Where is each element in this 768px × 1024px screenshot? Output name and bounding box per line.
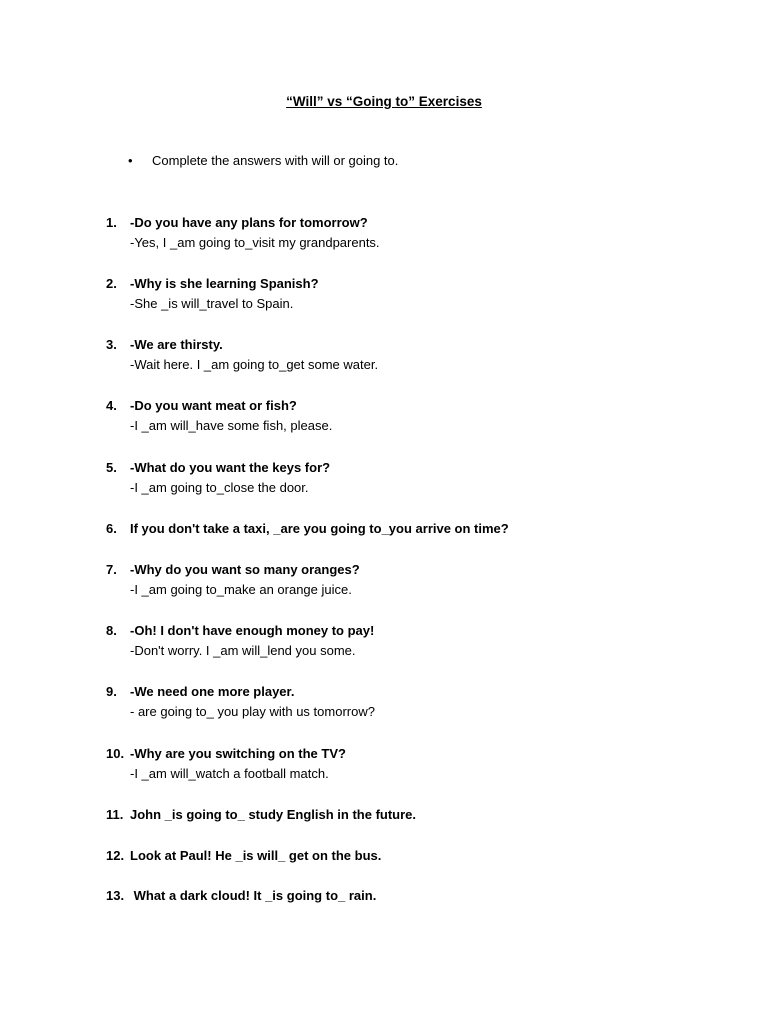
bullet-icon: • bbox=[128, 153, 133, 168]
question-answer: -I _am will_have some fish, please. bbox=[130, 418, 333, 433]
question-2 bbox=[106, 274, 726, 314]
question-number: 9. bbox=[106, 684, 117, 699]
question-12 bbox=[106, 846, 726, 866]
question-prompt: -Oh! I don't have enough money to pay! bbox=[130, 623, 375, 638]
question-number: 5. bbox=[106, 460, 117, 475]
question-prompt: -We are thirsty. bbox=[130, 337, 223, 352]
question-number: 10. bbox=[106, 746, 125, 761]
question-number: 6. bbox=[106, 521, 117, 536]
question-prompt: -Why are you switching on the TV? bbox=[130, 746, 346, 761]
question-number: 8. bbox=[106, 623, 117, 638]
question-prompt: -Do you want meat or fish? bbox=[130, 398, 297, 413]
question-6 bbox=[106, 519, 726, 539]
question-prompt: -Why is she learning Spanish? bbox=[130, 276, 319, 291]
question-number: 1. bbox=[106, 215, 117, 230]
question-answer: -Yes, I _am going to_visit my grandparents. bbox=[130, 235, 380, 250]
question-7 bbox=[106, 560, 726, 600]
question-answer: -I _am going to_make an orange juice. bbox=[130, 582, 352, 597]
question-number: 11. bbox=[106, 807, 124, 822]
question-11 bbox=[106, 805, 726, 825]
question-number: 7. bbox=[106, 562, 117, 577]
question-answer: -Don't worry. I _am will_lend you some. bbox=[130, 643, 356, 658]
question-prompt: What a dark cloud! It _is going to_ rain. bbox=[130, 888, 377, 903]
question-prompt: -Why do you want so many oranges? bbox=[130, 562, 360, 577]
question-answer: -I _am will_watch a football match. bbox=[130, 766, 329, 781]
question-number: 4. bbox=[106, 398, 117, 413]
question-8 bbox=[106, 621, 726, 661]
question-number: 3. bbox=[106, 337, 117, 352]
question-answer: -Wait here. I _am going to_get some water. bbox=[130, 357, 379, 372]
question-prompt: If you don't take a taxi, _are you going to_you arrive on time? bbox=[130, 521, 509, 536]
question-13 bbox=[106, 886, 726, 906]
instruction-text: Complete the answers with will or going to. bbox=[152, 153, 399, 168]
question-prompt: -What do you want the keys for? bbox=[130, 460, 331, 475]
question-number: 13. bbox=[106, 888, 125, 903]
question-answer: -I _am going to_close the door. bbox=[130, 480, 309, 495]
question-number: 2. bbox=[106, 276, 117, 291]
question-3 bbox=[106, 335, 726, 375]
question-prompt: -We need one more player. bbox=[130, 684, 295, 699]
question-4 bbox=[106, 396, 726, 436]
question-prompt: -Do you have any plans for tomorrow? bbox=[130, 215, 368, 230]
instruction bbox=[128, 152, 398, 170]
question-9 bbox=[106, 682, 726, 722]
question-prompt: Look at Paul! He _is will_ get on the bus. bbox=[130, 848, 382, 863]
question-answer: - are going to_ you play with us tomorrow? bbox=[130, 704, 375, 719]
question-answer: -She _is will_travel to Spain. bbox=[130, 296, 294, 311]
page-title: “Will” vs “Going to” Exercises bbox=[286, 94, 482, 109]
question-10 bbox=[106, 744, 726, 784]
question-5 bbox=[106, 458, 726, 498]
question-1 bbox=[106, 213, 726, 253]
question-prompt: John _is going to_ study English in the future. bbox=[130, 807, 417, 822]
question-number: 12. bbox=[106, 848, 125, 863]
